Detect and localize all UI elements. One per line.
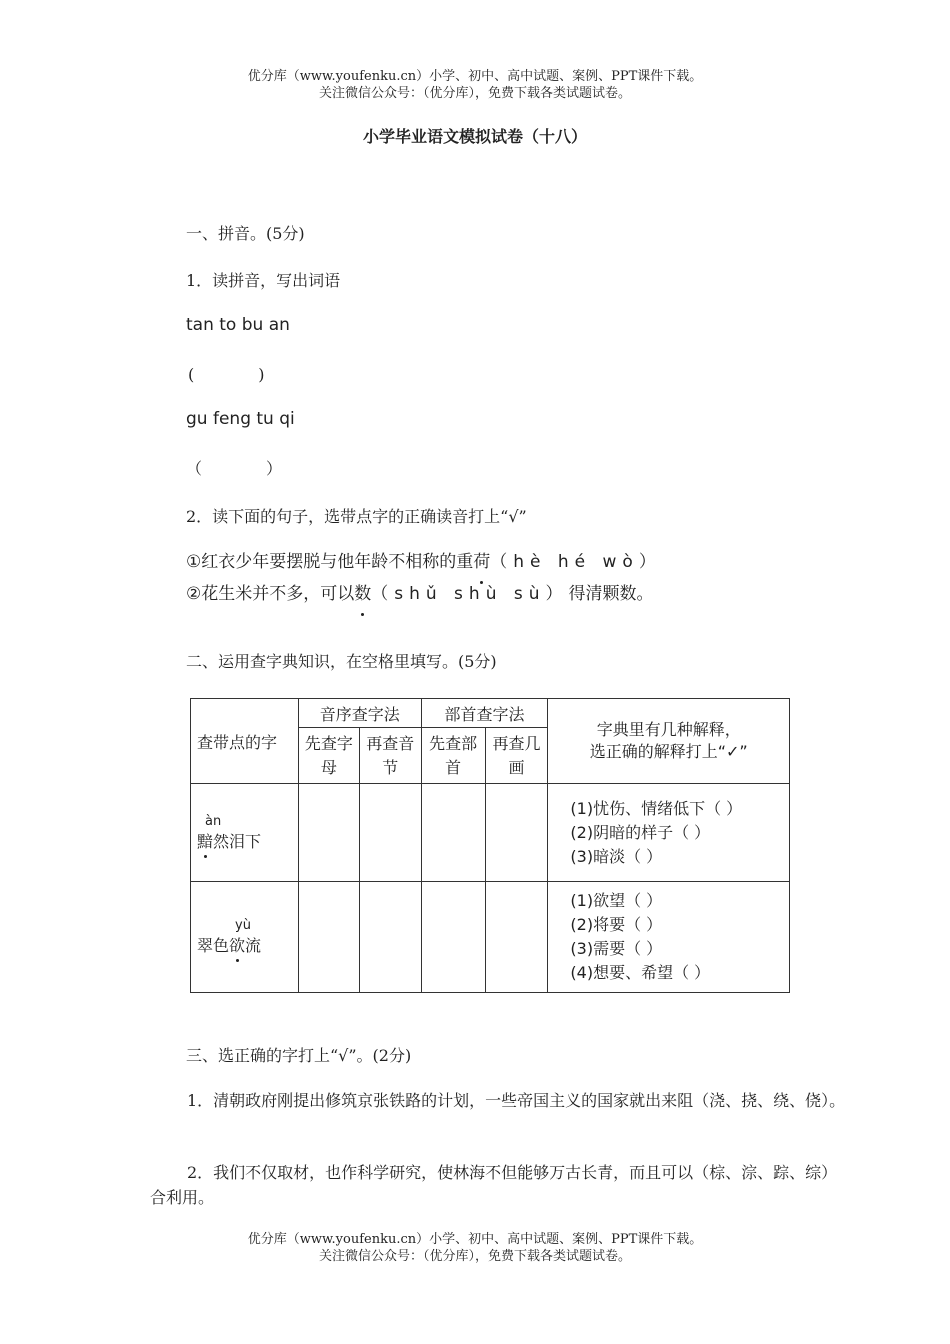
header-word: 查带点的字: [191, 699, 299, 784]
row2-blank-strokes[interactable]: [485, 882, 548, 993]
page-header: [0, 68, 950, 102]
section1-heading: 一、拼音。(5分): [186, 224, 305, 243]
row2-def-3: (3)需要（ ）: [570, 939, 663, 958]
section1-question1: 1．读拼音，写出词语: [186, 271, 341, 290]
row2-dotted-char: 欲: [229, 933, 245, 956]
page-footer: [0, 1231, 950, 1265]
reading-sentences: [186, 546, 662, 610]
dotted-char-2: 数: [354, 578, 371, 610]
row1-def-3: (3)暗淡（ ）: [570, 846, 663, 866]
header-meanings-line2: 选正确的解释打上“✓”: [589, 742, 748, 761]
row1-blank-first-letter[interactable]: [298, 784, 359, 882]
row1-blank-radical[interactable]: [421, 784, 485, 882]
subheader-first-letter: 先查字母: [298, 728, 359, 784]
header-meanings-line1: 字典里有几种解释，: [596, 720, 741, 739]
section3-question2: 2．我们不仅取材，也作科学研究，使林海不但能够万古长青，而且可以（棕、淙、踪、综）合利用。: [150, 1163, 838, 1207]
pinyin-line-1: tan to bu an: [186, 315, 290, 335]
row1-blank-strokes[interactable]: [485, 784, 548, 882]
sentence-1-text: ①红衣少年要摆脱与他年龄不相称的重: [186, 552, 474, 572]
row2-blank-syllable[interactable]: [359, 882, 421, 993]
row2-def-1: (1)欲望（ ）: [570, 891, 663, 910]
sentence-2-text: ②花生米并不多，可以: [186, 584, 355, 604]
row1-word-cell: [191, 784, 299, 882]
section3-heading: 三、选正确的字打上“√”。(2分): [186, 1046, 412, 1065]
row2-def-2: (2)将要（ ）: [570, 915, 663, 934]
row1-definitions: [548, 784, 790, 882]
row2-word-rest: 流: [245, 936, 262, 955]
header-radical-method: 部首查字法: [421, 699, 548, 728]
pinyin-line-2: gu feng tu qi: [186, 409, 295, 429]
row2-def-4: (4)想要、希望（ ）: [570, 963, 711, 982]
row2-word-pre: 翠色: [197, 936, 230, 955]
footer-line-1: 优分库（www.youfenku.cn）小学、初中、高中试题、案例、PPT课件下载。: [247, 1232, 703, 1247]
row1-def-1: (1)忧伤、情绪低下（ ）: [570, 798, 743, 818]
subheader-syllable: 再查音节: [359, 728, 421, 784]
sentence-1: [186, 546, 662, 578]
dotted-char-1: 荷: [473, 546, 490, 578]
footer-line-2: 关注微信公众号：（优分库），免费下载各类试题试卷。: [318, 1249, 631, 1264]
subheader-strokes: 再查几画: [485, 728, 548, 784]
dictionary-table: [190, 698, 790, 993]
sentence-2-options: （shǔ shù sù）: [371, 584, 569, 604]
subheader-radical: 先查部首: [421, 728, 485, 784]
row2-pinyin: yù: [235, 918, 251, 933]
page-title: 小学毕业语文模拟试卷（十八）: [362, 127, 587, 146]
row1-def-2: (2)阴暗的样子（ ）: [570, 822, 711, 842]
row1-pinyin: àn: [205, 813, 222, 829]
sentence-2: [186, 578, 662, 610]
section3-question1: 1．清朝政府刚提出修筑京张铁路的计划，一些帝国主义的国家就出来阻（浇、挠、绕、侥）。: [187, 1091, 846, 1110]
row1-word-rest: 然泪下: [213, 831, 262, 851]
sentence-1-options: （hè hé wò）: [490, 552, 662, 572]
header-line-2: 关注微信公众号：（优分库），免费下载各类试题试卷。: [318, 86, 631, 101]
sentence-2-end: 得清颗数。: [568, 584, 654, 604]
row2-blank-radical[interactable]: [421, 882, 485, 993]
section2-heading: 二、运用查字典知识，在空格里填写。(5分): [186, 652, 497, 671]
row1-blank-syllable[interactable]: [359, 784, 421, 882]
header-meanings: [548, 699, 790, 784]
header-phonetic-method: 音序查字法: [298, 699, 421, 728]
row2-blank-first-letter[interactable]: [298, 882, 359, 993]
section1-question2: 2．读下面的句子，选带点字的正确读音打上“√”: [186, 507, 527, 526]
row2-word-cell: [191, 882, 299, 993]
header-line-1: 优分库（www.youfenku.cn）小学、初中、高中试题、案例、PPT课件下载。: [247, 69, 703, 84]
row1-dotted-char: 黯: [197, 829, 213, 852]
answer-blank-2: （ ）: [186, 459, 283, 478]
answer-blank-1: ( ): [188, 365, 265, 384]
row2-definitions: [548, 882, 790, 993]
